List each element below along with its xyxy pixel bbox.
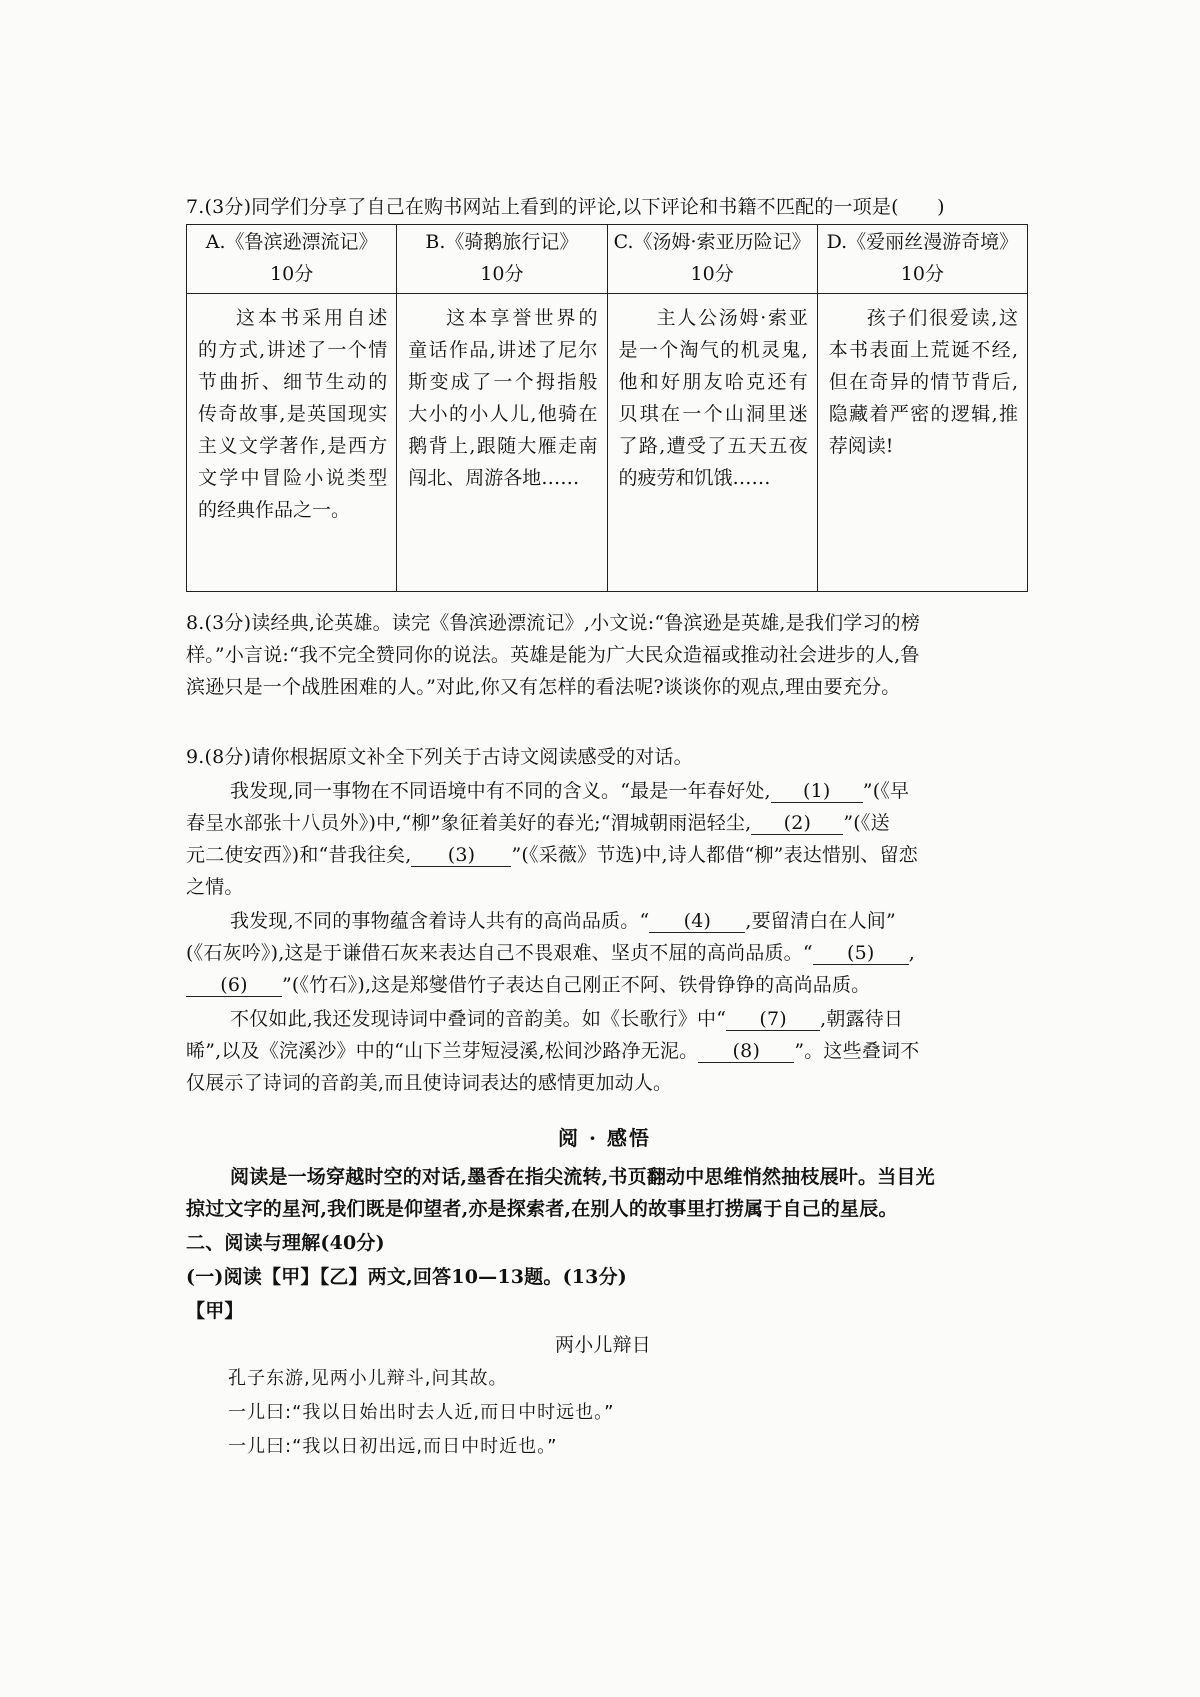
answer-blank-4[interactable]: (4) bbox=[649, 911, 745, 933]
option-b-header bbox=[397, 225, 607, 294]
q9-text: 不仅如此,我还发现诗词中叠词的音韵美。如《长歌行》中“ bbox=[230, 1008, 727, 1030]
option-b-title: B.《骑鹅旅行记》 bbox=[425, 231, 579, 253]
answer-blank-8[interactable]: (8) bbox=[698, 1041, 794, 1063]
q9-text: ,朝露待日 bbox=[820, 1008, 904, 1030]
q9-text: 春呈水部张十八员外》)中,“柳”象征着美好的春光;“渭城朝雨浥轻尘, bbox=[186, 812, 752, 834]
q9-p3-line-1 bbox=[230, 1004, 903, 1031]
answer-blank-7[interactable]: (7) bbox=[726, 1009, 820, 1031]
option-d-header bbox=[817, 225, 1027, 294]
q9-text: ,要留清白在人间” bbox=[745, 910, 896, 932]
answer-blank-6[interactable]: (6) bbox=[186, 975, 282, 997]
q9-p3-line-3: 仅展示了诗词的音韵美,而且使诗词表达的感情更加动人。 bbox=[186, 1072, 673, 1094]
q9-p1-line-2 bbox=[186, 808, 890, 835]
q9-p1-line-3 bbox=[186, 840, 918, 867]
q9-text: , bbox=[908, 942, 916, 964]
classical-text-line-1: 孔子东游,见两小儿辩斗,问其故。 bbox=[228, 1368, 508, 1389]
q9-text: ”(《早 bbox=[862, 780, 910, 802]
q9-p1-line-4: 之情。 bbox=[186, 876, 244, 898]
option-c-review: 主人公汤姆·索亚是一个淘气的机灵鬼,他和好朋友哈克还有贝琪在一个山洞里迷了路,遭受了五天五夜的疲劳和饥饿…… bbox=[618, 307, 808, 489]
classical-text-line-3: 一儿曰:“我以日初出远,而日中时近也。” bbox=[228, 1436, 558, 1457]
q9-text: (《石灰吟》),这是于谦借石灰来表达自己不畏艰难、坚贞不屈的高尚品质。“ bbox=[186, 942, 813, 964]
q9-text: 我发现,不同的事物蕴含着诗人共有的高尚品质。“ bbox=[230, 910, 650, 932]
reading-intro-line-2: 掠过文字的星河,我们既是仰望者,亦是探索者,在别人的故事里打捞属于自己的星辰。 bbox=[186, 1198, 898, 1220]
option-d-review: 孩子们很爱读,这本书表面上荒诞不经,但在奇异的情节背后,隐藏着严密的逻辑,推荐阅读! bbox=[828, 307, 1018, 457]
option-d-score: 10分 bbox=[900, 263, 944, 285]
option-a-header bbox=[187, 225, 397, 294]
jia-label: 【甲】 bbox=[186, 1300, 244, 1322]
option-c-header bbox=[607, 225, 817, 294]
q9-p1-line-1 bbox=[230, 776, 909, 803]
q7-options-table bbox=[186, 224, 1028, 592]
q8-line-3: 滨逊只是一个战胜困难的人。”对此,你又有怎样的看法呢?谈谈你的观点,理由要充分。 bbox=[186, 676, 901, 698]
answer-blank-5[interactable]: (5) bbox=[813, 943, 909, 965]
answer-blank-3[interactable]: (3) bbox=[411, 845, 511, 867]
q7-stem: 7.(3分)同学们分享了自己在购书网站上看到的评论,以下评论和书籍不匹配的一项是( ) bbox=[186, 196, 945, 218]
reading-intro-line-1: 阅读是一场穿越时空的对话,墨香在指尖流转,书页翻动中思维悄然抽枝展叶。当目光 bbox=[230, 1166, 935, 1188]
q9-text: ”。这些叠词不 bbox=[794, 1040, 920, 1062]
q9-text: 元二使安西》)和“昔我往矣, bbox=[186, 844, 412, 866]
reading-section-title: 阅 · 感悟 bbox=[558, 1126, 651, 1150]
q8-line-2: 样。”小言说:“我不完全赞同你的说法。英雄是能为广大民众造福或推动社会进步的人,鲁 bbox=[186, 644, 920, 666]
q9-p2-line-1 bbox=[230, 906, 896, 933]
option-a-title: A.《鲁滨逊漂流记》 bbox=[205, 231, 378, 253]
q9-p2-line-3 bbox=[186, 970, 870, 997]
text-title: 两小儿辩日 bbox=[555, 1334, 652, 1356]
q9-p2-line-2 bbox=[186, 938, 915, 965]
q9-text: 晞”,以及《浣溪沙》中的“山下兰芽短浸溪,松间沙路净无泥。 bbox=[186, 1040, 699, 1062]
section-heading: 二、阅读与理解(40分) bbox=[186, 1232, 385, 1254]
option-a-review: 这本书采用自述的方式,讲述了一个情节曲折、细节生动的传奇故事,是英国现实主义文学著作,是西方文学中冒险小说类型的经典作品之一。 bbox=[198, 307, 388, 521]
q9-p3-line-2 bbox=[186, 1036, 919, 1063]
option-c-score: 10分 bbox=[690, 263, 734, 285]
option-b-score: 10分 bbox=[480, 263, 524, 285]
option-a-score: 10分 bbox=[270, 263, 314, 285]
classical-text-line-2: 一儿曰:“我以日始出时去人近,而日中时远也。” bbox=[228, 1402, 615, 1423]
q8-line-1: 8.(3分)读经典,论英雄。读完《鲁滨逊漂流记》,小文说:“鲁滨逊是英雄,是我们学习的榜 bbox=[186, 612, 921, 634]
q9-text: ”(《采薇》节选)中,诗人都借“柳”表达惜别、留恋 bbox=[511, 844, 918, 866]
option-c-title: C.《汤姆·索亚历险记》 bbox=[613, 231, 811, 253]
q9-stem: 9.(8分)请你根据原文补全下列关于古诗文阅读感受的对话。 bbox=[186, 746, 693, 768]
answer-blank-2[interactable]: (2) bbox=[751, 813, 843, 835]
q9-text: ”(《送 bbox=[843, 812, 890, 834]
subsection-heading: (一)阅读【甲】【乙】两文,回答10—13题。(13分) bbox=[186, 1266, 627, 1288]
answer-blank-1[interactable]: (1) bbox=[771, 781, 863, 803]
q9-text: 我发现,同一事物在不同语境中有不同的含义。“最是一年春好处, bbox=[230, 780, 771, 802]
q9-text: ”(《竹石》),这是郑燮借竹子表达自己刚正不阿、铁骨铮铮的高尚品质。 bbox=[282, 974, 871, 996]
option-d-title: D.《爱丽丝漫游奇境》 bbox=[826, 231, 1019, 253]
option-b-review: 这本享誉世界的童话作品,讲述了尼尔斯变成了一个拇指般大小的小人儿,他骑在鹅背上,跟随大雁走南闯北、周游各地…… bbox=[408, 307, 598, 489]
